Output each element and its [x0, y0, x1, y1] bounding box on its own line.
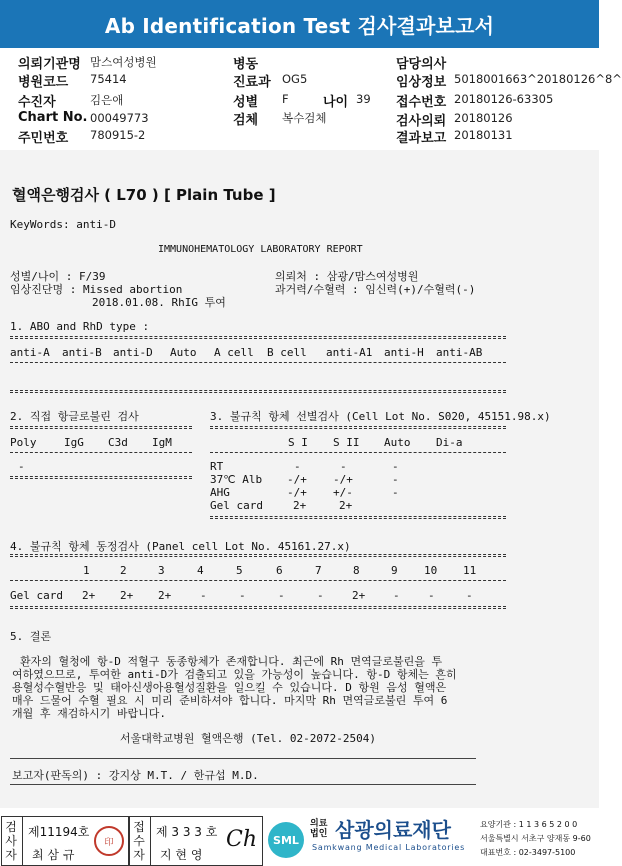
receiver-label — [132, 820, 146, 862]
label-chart-no: Chart No. — [18, 110, 88, 125]
s2-header: IgG — [64, 436, 84, 449]
s4-header: 10 — [424, 564, 438, 577]
s2-header: IgM — [152, 436, 172, 449]
logo-prefix-1: 의료 — [310, 819, 328, 829]
s1-header: anti-D — [113, 346, 153, 359]
s4-header: 4 — [197, 564, 204, 577]
s1-header: Auto — [170, 346, 197, 359]
examiner-license-no: 제11194호 — [28, 825, 90, 839]
s2-value: - — [18, 460, 25, 473]
contact-info — [480, 818, 591, 860]
s3-cell: 2+ — [339, 499, 353, 512]
receiver-license-no: 제 3 3 3 호 — [156, 825, 218, 839]
value-requesting-institution: 맘스여성병원 — [90, 55, 157, 69]
s4-cell: 2+ — [158, 589, 172, 602]
value-age: 39 — [356, 92, 371, 106]
contact-line: 대표번호 : 02-3497-5100 — [480, 848, 576, 857]
label-char: 자 — [133, 848, 145, 862]
label-age: 나이 — [323, 95, 349, 110]
label-request-date: 검사의뢰 — [396, 114, 447, 129]
label-attending-doctor: 담당의사 — [396, 57, 447, 72]
s3-cell: - — [392, 460, 399, 473]
sex-age-line: 성별/나이 : F/39 — [10, 270, 106, 283]
section-4-title: 4. 불규칙 항체 동정검사 (Panel cell Lot No. 45161.27.x) — [10, 540, 351, 553]
s4-cell: 2+ — [82, 589, 96, 602]
sml-logo-text: SML — [273, 833, 299, 847]
section-2-title: 2. 직접 항글로불린 검사 — [10, 410, 139, 423]
value-request-date: 20180126 — [454, 111, 513, 125]
section-3-sep — [210, 452, 506, 453]
s3-header: Di-a — [436, 436, 463, 449]
label-char: 검 — [5, 820, 17, 834]
section-1-end-rule — [10, 390, 506, 393]
label-char: 접 — [133, 820, 145, 834]
value-chart-no: 00049773 — [90, 111, 149, 125]
s3-cell: -/+ — [333, 473, 353, 486]
s1-header: anti-AB — [436, 346, 483, 359]
s3-cell: +/- — [333, 486, 353, 499]
s4-header: 1 — [83, 564, 90, 577]
history-line: 과거력/수혈력 : 임신력(+)/수혈력(-) — [275, 283, 476, 296]
keywords: KeyWords: anti-D — [10, 218, 116, 231]
value-specimen: 복수검체 — [282, 111, 327, 125]
s3-cell: 2+ — [293, 499, 307, 512]
s1-header: anti-A — [10, 346, 50, 359]
s4-cell: - — [466, 589, 473, 602]
receiver-signature-icon: Ch — [226, 827, 258, 852]
s4-header: 8 — [353, 564, 360, 577]
label-patient: 수진자 — [18, 95, 56, 110]
s4-cell: - — [239, 589, 246, 602]
s4-header: 11 — [463, 564, 477, 577]
section-4-end-rule — [10, 606, 506, 609]
examiner-name: 최 삼 규 — [32, 848, 75, 862]
signature-rule-bottom — [10, 784, 476, 785]
report-heading: 혈액은행검사 ( L70 ) [ Plain Tube ] — [12, 186, 276, 204]
s1-header: B cell — [267, 346, 307, 359]
s2-header: Poly — [10, 436, 37, 449]
report-title-banner — [0, 0, 599, 48]
s4-cell: 2+ — [352, 589, 366, 602]
section-3-rule — [210, 426, 506, 429]
requester-line: 의뢰처 : 삼광/맘스여성병원 — [275, 270, 419, 283]
section-2-rule — [10, 426, 192, 429]
hospital-line: 서울대학교병원 혈액은행 (Tel. 02-2072-2504) — [120, 732, 376, 745]
diagnosis-line-2: 2018.01.08. RhIG 투여 — [92, 296, 226, 309]
s4-cell: - — [428, 589, 435, 602]
section-4-sep — [10, 580, 506, 581]
label-ward: 병동 — [233, 57, 259, 72]
value-report-date: 20180131 — [454, 128, 513, 142]
conclusion-line: 매우 드물어 수혈 필요 시 미리 준비하셔야 합니다. 마지막 Rh 면역글로불린 투여 6 — [12, 694, 448, 707]
section-3-title: 3. 불규칙 항체 선별검사 (Cell Lot No. S020, 45151.98.x) — [210, 410, 551, 423]
s4-cell: - — [200, 589, 207, 602]
s3-header: S II — [333, 436, 360, 449]
s3-header: S I — [288, 436, 308, 449]
label-char: 사 — [5, 834, 17, 848]
s4-cell: 2+ — [120, 589, 134, 602]
s3-cell: - — [392, 486, 399, 499]
s4-header: 7 — [315, 564, 322, 577]
receiver-box — [129, 816, 263, 866]
s1-header: anti-B — [62, 346, 102, 359]
s4-header: 5 — [236, 564, 243, 577]
logo-english: Samkwang Medical Laboratories — [312, 843, 466, 852]
s4-header: 9 — [391, 564, 398, 577]
contact-line: 서울특별시 서초구 양재동 9-60 — [480, 834, 591, 843]
section-2-sep — [10, 452, 192, 453]
s3-row-label: 37℃ Alb — [210, 473, 263, 486]
s4-cell: - — [393, 589, 400, 602]
label-requesting-institution: 의뢰기관명 — [18, 57, 81, 72]
label-sex: 성별 — [233, 95, 259, 110]
conclusion-line: 환자의 혈청에 항-D 적혈구 동종항체가 존재합니다. 최근에 Rh 면역글로불린을 투 — [20, 655, 443, 668]
s4-header: 6 — [276, 564, 283, 577]
label-report-date: 결과보고 — [396, 131, 447, 146]
label-char: 자 — [5, 848, 17, 862]
value-department: OG5 — [282, 72, 308, 86]
receiver-name: 지 현 영 — [160, 848, 203, 862]
label-receipt-no: 접수번호 — [396, 95, 447, 110]
scanned-report — [0, 150, 599, 808]
s4-cell: - — [278, 589, 285, 602]
label-resident-no: 주민번호 — [18, 131, 69, 146]
value-receipt-no: 20180126-63305 — [454, 92, 554, 106]
section-3-end-rule — [210, 516, 506, 519]
section-5-title: 5. 결론 — [10, 630, 52, 643]
patient-info-section — [0, 49, 622, 147]
s4-header: 3 — [158, 564, 165, 577]
lab-report-title: IMMUNOHEMATOLOGY LABORATORY REPORT — [158, 244, 363, 255]
examiner-label — [4, 820, 18, 862]
label-department: 진료과 — [233, 75, 271, 90]
s1-header: A cell — [214, 346, 254, 359]
conclusion-line: 용혈성수혈반응 및 태아신생아용혈성질환을 일으킬 수 있습니다. D 항원 음성 혈액은 — [12, 681, 447, 694]
section-2-end-rule — [10, 476, 192, 479]
conclusion-line: 여하였으므로, 투여한 anti-D가 검출되고 있을 가능성이 높습니다. 항-D 항체는 흔히 — [12, 668, 457, 681]
s3-cell: - — [294, 460, 301, 473]
value-resident-no: 780915-2 — [90, 128, 146, 142]
s4-row-label: Gel card — [10, 589, 63, 602]
s3-cell: - — [392, 473, 399, 486]
section-1-rule — [10, 336, 506, 339]
conclusion-line: 개월 후 재검하시기 바랍니다. — [12, 707, 167, 720]
logo-prefix — [310, 819, 327, 839]
s3-cell: - — [340, 460, 347, 473]
diagnosis-line: 임상진단명 : Missed abortion — [10, 283, 183, 296]
logo-prefix-2: 법인 — [310, 829, 328, 839]
box-divider — [150, 817, 151, 865]
s3-row-label: RT — [210, 460, 224, 473]
s3-header: Auto — [384, 436, 411, 449]
s3-row-label: Gel card — [210, 499, 263, 512]
value-clinical-info: 5018001663^20180126^8^ — [454, 72, 622, 86]
value-hospital-code: 75414 — [90, 72, 127, 86]
s4-header: 2 — [120, 564, 127, 577]
s3-row-label: AHG — [210, 486, 230, 499]
logo-name: 삼광의료재단 — [335, 818, 451, 842]
contact-line: 요양기관 : 1 1 3 6 5 2 0 0 — [480, 820, 578, 829]
sml-logo-icon — [268, 822, 304, 858]
report-title: Ab Identification Test 검사결과보고서 — [104, 13, 495, 38]
s3-cell: -/+ — [287, 486, 307, 499]
signature-rule — [10, 758, 476, 759]
section-4-rule — [10, 554, 506, 557]
box-divider — [22, 817, 23, 865]
examiner-seal-icon: 印 — [94, 826, 124, 856]
s2-header: C3d — [108, 436, 128, 449]
label-hospital-code: 병원코드 — [18, 75, 69, 90]
section-1-sep — [10, 362, 506, 363]
footer — [0, 808, 599, 866]
label-clinical-info: 임상정보 — [396, 75, 447, 90]
section-1-title: 1. ABO and RhD type : — [10, 320, 150, 333]
s4-cell: - — [317, 589, 324, 602]
label-char: 수 — [133, 834, 145, 848]
examiner-box — [1, 816, 129, 866]
value-sex: F — [282, 92, 289, 106]
s3-cell: -/+ — [287, 473, 307, 486]
s1-header: anti-A1 — [326, 346, 373, 359]
s1-header: anti-H — [384, 346, 424, 359]
label-specimen: 검체 — [233, 113, 259, 128]
value-patient: 김은애 — [90, 93, 124, 107]
reporter-line: 보고자(판독의) : 강지상 M.T. / 한규섭 M.D. — [12, 769, 259, 782]
